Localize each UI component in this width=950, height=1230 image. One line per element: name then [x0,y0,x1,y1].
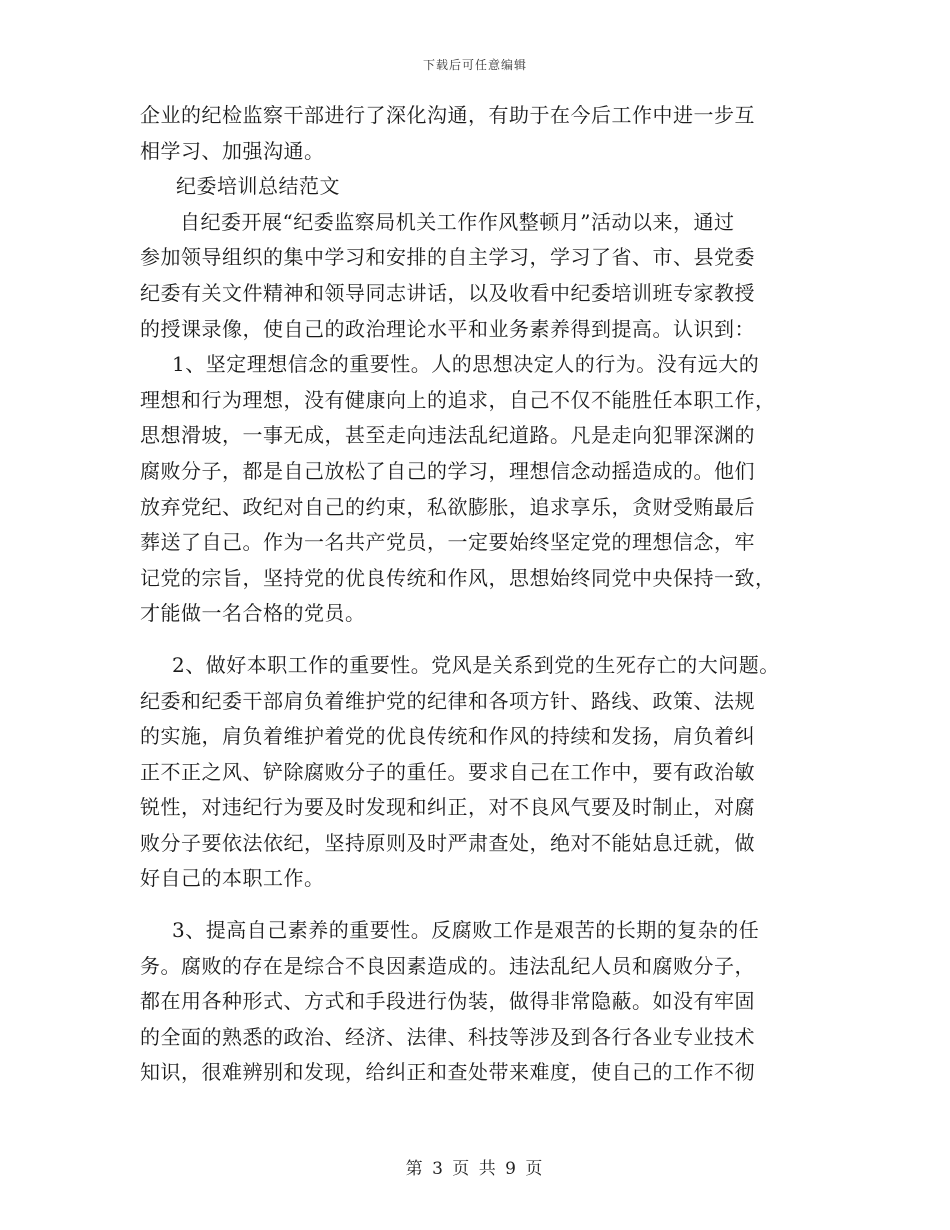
body-line: 自纪委开展“纪委监察局机关工作作风整顿月”活动以来，通过 [180,209,735,234]
document-body [140,98,820,1091]
body-line: 知识，很难辨别和发现，给纠正和查处带来难度，使自己的工作不彻 [140,1060,755,1085]
body-line: 的授课录像，使自己的政治理论水平和业务素养得到提高。认识到： [140,316,755,341]
page-header: 下载后可任意编辑 [422,58,527,72]
body-line: 腐败分子，都是自己放松了自己的学习，理想信念动摇造成的。他们 [140,458,755,483]
body-line: 放弃党纪、政纪对自己的约束，私欲膨胀，追求享乐，贪财受贿最后 [140,494,755,519]
body-line: 锐性，对违纪行为要及时发现和纠正，对不良风气要及时制止，对腐 [140,795,755,820]
body-line: 参加领导组织的集中学习和安排的自主学习，学习了省、市、县党委 [140,245,755,270]
page-footer: 第 3 页 共 9 页 [405,1159,545,1179]
body-line: 3、提高自己素养的重要性。反腐败工作是艰苦的长期的复杂的任 [172,918,760,943]
body-line: 纪委和纪委干部肩负着维护党的纪律和各项方针、路线、政策、法规 [140,688,755,713]
body-line: 的实施，肩负着维护着党的优良传统和作风的持续和发扬，肩负着纠 [140,724,755,749]
body-line: 才能做一名合格的党员。 [140,601,366,626]
body-line: 务。腐败的存在是综合不良因素造成的。违法乱纪人员和腐败分子， [140,953,755,978]
body-line: 败分子要依法依纪，坚持原则及时严肃查处，绝对不能姑息迁就，做 [140,830,755,855]
body-line: 都在用各种形式、方式和手段进行伪装，做得非常隐蔽。如没有牢固 [140,989,755,1014]
body-line: 纪委有关文件精神和领导同志讲话，以及收看中纪委培训班专家教授 [140,280,755,305]
body-line: 理想和行为理想，没有健康向上的追求，自己不仅不能胜任本职工作， [140,387,776,412]
body-line: 葬送了自己。作为一名共产党员，一定要始终坚定党的理想信念，牢 [140,530,755,555]
body-line: 记党的宗旨，坚持党的优良传统和作风，思想始终同党中央保持一致， [140,565,776,590]
paragraph-gap [140,632,820,648]
body-line: 正不正之风、铲除腐败分子的重任。要求自己在工作中，要有政治敏 [140,759,755,784]
body-line: 的全面的熟悉的政治、经济、法律、科技等涉及到各行各业专业技术 [140,1024,755,1049]
body-line: 思想滑坡，一事无成，甚至走向违法乱纪道路。凡是走向犯罪深渊的 [140,423,755,448]
paragraph-gap [140,897,820,913]
body-line: 1、坚定理想信念的重要性。人的思想决定人的行为。没有远大的 [172,352,760,377]
body-line: 企业的纪检监察干部进行了深化沟通，有助于在今后工作中进一步互 [140,103,755,127]
body-line: 好自己的本职工作。 [140,866,325,891]
section-title: 纪委培训总结范文 [176,174,340,199]
body-line: 相学习、加强沟通。 [140,138,325,163]
body-line: 2、做好本职工作的重要性。党风是关系到党的生死存亡的大问题。 [172,652,780,677]
